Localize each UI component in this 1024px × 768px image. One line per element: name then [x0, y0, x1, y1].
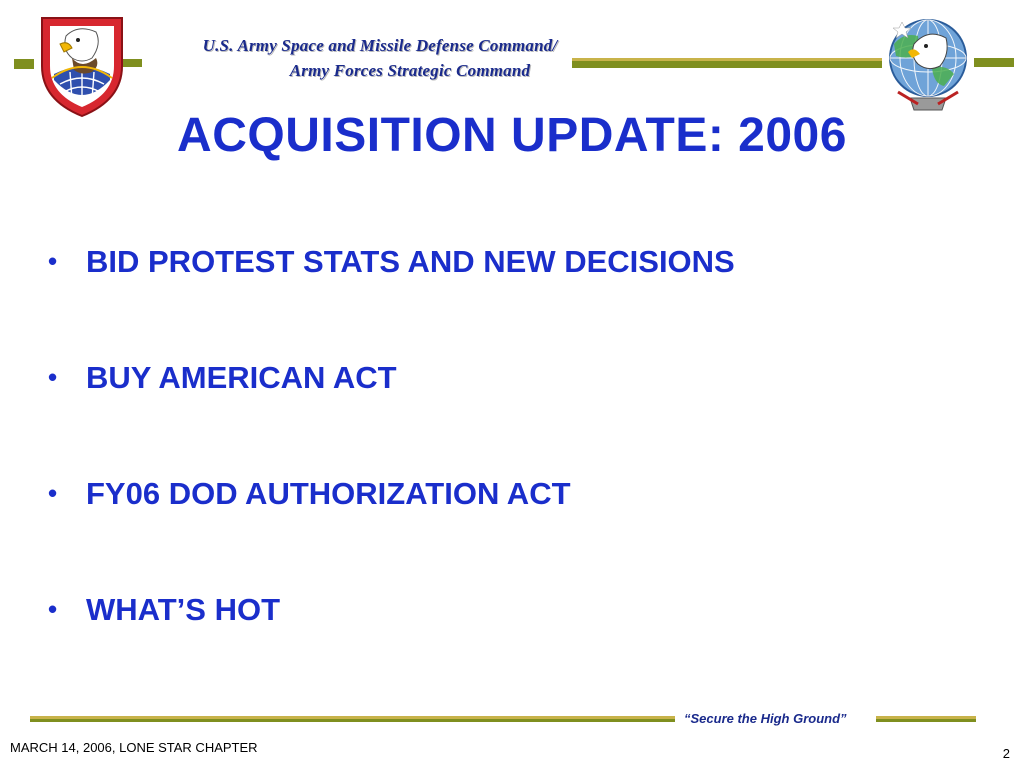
eagle-globe-insignia-icon	[884, 14, 972, 118]
footer-bar-left	[30, 719, 675, 722]
page-number: 2	[1002, 746, 1010, 761]
footer-bar-right	[876, 719, 976, 722]
bullet-text: WHAT’S HOT	[86, 592, 281, 627]
bullet-dot-icon: •	[48, 362, 58, 392]
bullet-dot-icon: •	[48, 246, 58, 276]
header-bar-far-right	[974, 58, 1014, 67]
header-bar-left	[14, 59, 34, 69]
bullet-text: BID PROTEST STATS AND NEW DECISIONS	[86, 244, 735, 279]
bullet-dot-icon: •	[48, 478, 58, 508]
bullet-text: BUY AMERICAN ACT	[86, 360, 397, 395]
footer-motto: “Secure the High Ground”	[684, 711, 847, 726]
header-command-line-1: U.S. Army Space and Missile Defense Command/	[202, 36, 558, 55]
header-command-line-2: Army Forces Strategic Command	[289, 61, 531, 80]
eagle-shield-logo-icon	[38, 14, 126, 120]
footer-event: MARCH 14, 2006, LONE STAR CHAPTER	[10, 740, 258, 755]
bullet-dot-icon: •	[48, 594, 58, 624]
slide-title: ACQUISITION UPDATE: 2006	[177, 109, 847, 162]
bullet-text: FY06 DOD AUTHORIZATION ACT	[86, 476, 571, 511]
